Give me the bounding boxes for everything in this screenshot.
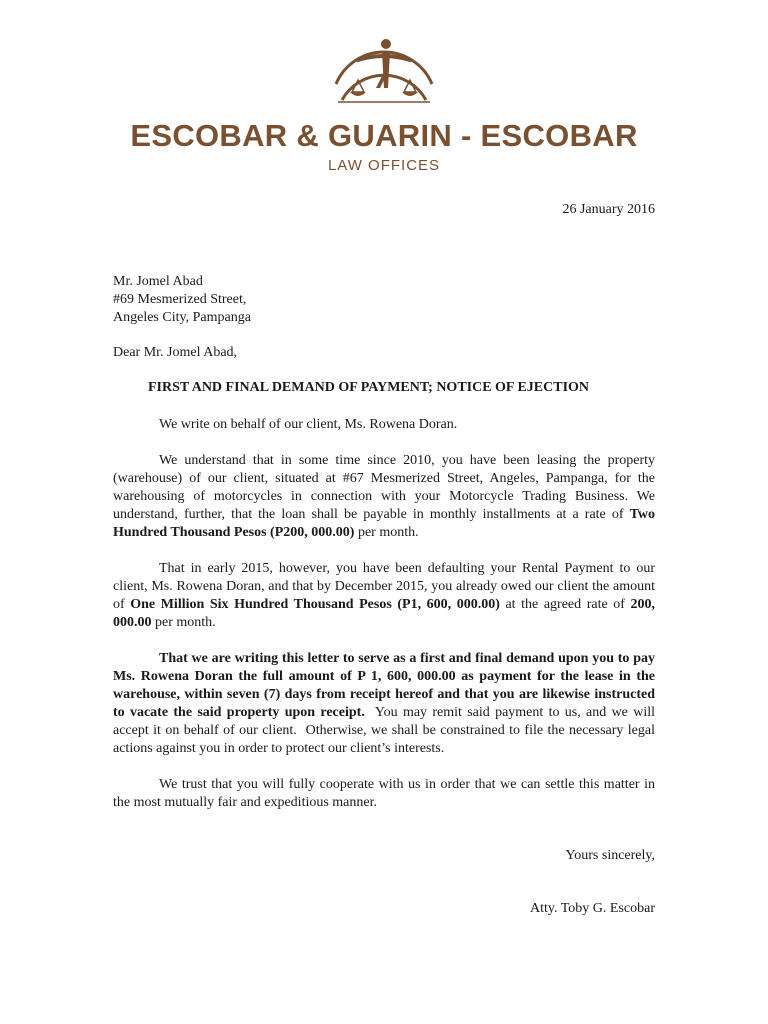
firm-logo	[0, 22, 768, 112]
recipient-address	[113, 273, 251, 327]
scales-of-justice-icon	[324, 22, 444, 112]
agreed-rate: 200, 000.00	[113, 597, 655, 630]
letter-date: 26 January 2016	[562, 202, 655, 217]
recipient-name: Mr. Jomel Abad	[113, 274, 203, 289]
letter-body	[113, 416, 659, 830]
recipient-street: #69 Mesmerized Street,	[113, 292, 247, 307]
firm-subtitle: LAW OFFICES	[327, 157, 441, 174]
total-owed: One Million Six Hundred Thousand Pesos (P1, 600, 000.00)	[130, 597, 500, 612]
paragraph-4: That we are writing this letter to serve as a first and final demand upon you to pay Ms. Rowena Doran the full amount of P 1, 600, 000.00 as payment for the lease in the warehouse, within seven (7) days from receipt hereof and that you are likewise instructed to vacate the said property upon receipt. You may remit said payment to us, and we will accept it on behalf of our client. Otherwise, we shall be constrained to file the necessary legal actions against you in order to protect our client’s interests.	[113, 651, 659, 756]
paragraph-1: We write on behalf of our client, Ms. Rowena Doran.	[159, 417, 458, 432]
letter-subject: FIRST AND FINAL DEMAND OF PAYMENT; NOTICE OF EJECTION	[148, 380, 590, 395]
paragraph-5: We trust that you will fully cooperate with us in order that we can settle this matter in the most mutually fair and expeditious manner.	[113, 777, 655, 810]
recipient-city: Angeles City, Pampanga	[113, 310, 251, 325]
signatory: Atty. Toby G. Escobar	[529, 901, 655, 916]
firm-name: ESCOBAR & GUARIN - ESCOBAR	[130, 118, 638, 153]
demand-statement: That we are writing this letter to serve as a first and final demand upon you to pay Ms. Rowena Doran the full amount of P 1, 600, 000.00 as payment for the lease in the warehouse, within seven (7) days from receipt hereof and that you are likewise instructed to vacate the said property upon receipt.	[113, 651, 655, 720]
paragraph-3: That in early 2015, however, you have been defaulting your Rental Payment to our client, Ms. Rowena Doran, and that by December 2015, you already owed our client the amount of One Million Six Hundred Thousand Pesos (P1, 600, 000.00) at the agreed rate of 200, 000.00 per month.	[113, 561, 655, 630]
paragraph-2: We understand that in some time since 2010, you have been leasing the property (warehouse) of our client, situated at #67 Mesmerized Street, Angeles, Pampanga, for the warehousing of motorcycles in connection with your Motorcycle Trading Business. We understand, further, that the loan shall be payable in monthly installments at a rate of Two Hundred Thousand Pesos (P200, 000.00) per month.	[113, 453, 655, 540]
salutation: Dear Mr. Jomel Abad,	[113, 345, 238, 360]
monthly-rate: Two Hundred Thousand Pesos (P200, 000.00)	[113, 507, 655, 540]
closing: Yours sincerely,	[565, 848, 655, 863]
